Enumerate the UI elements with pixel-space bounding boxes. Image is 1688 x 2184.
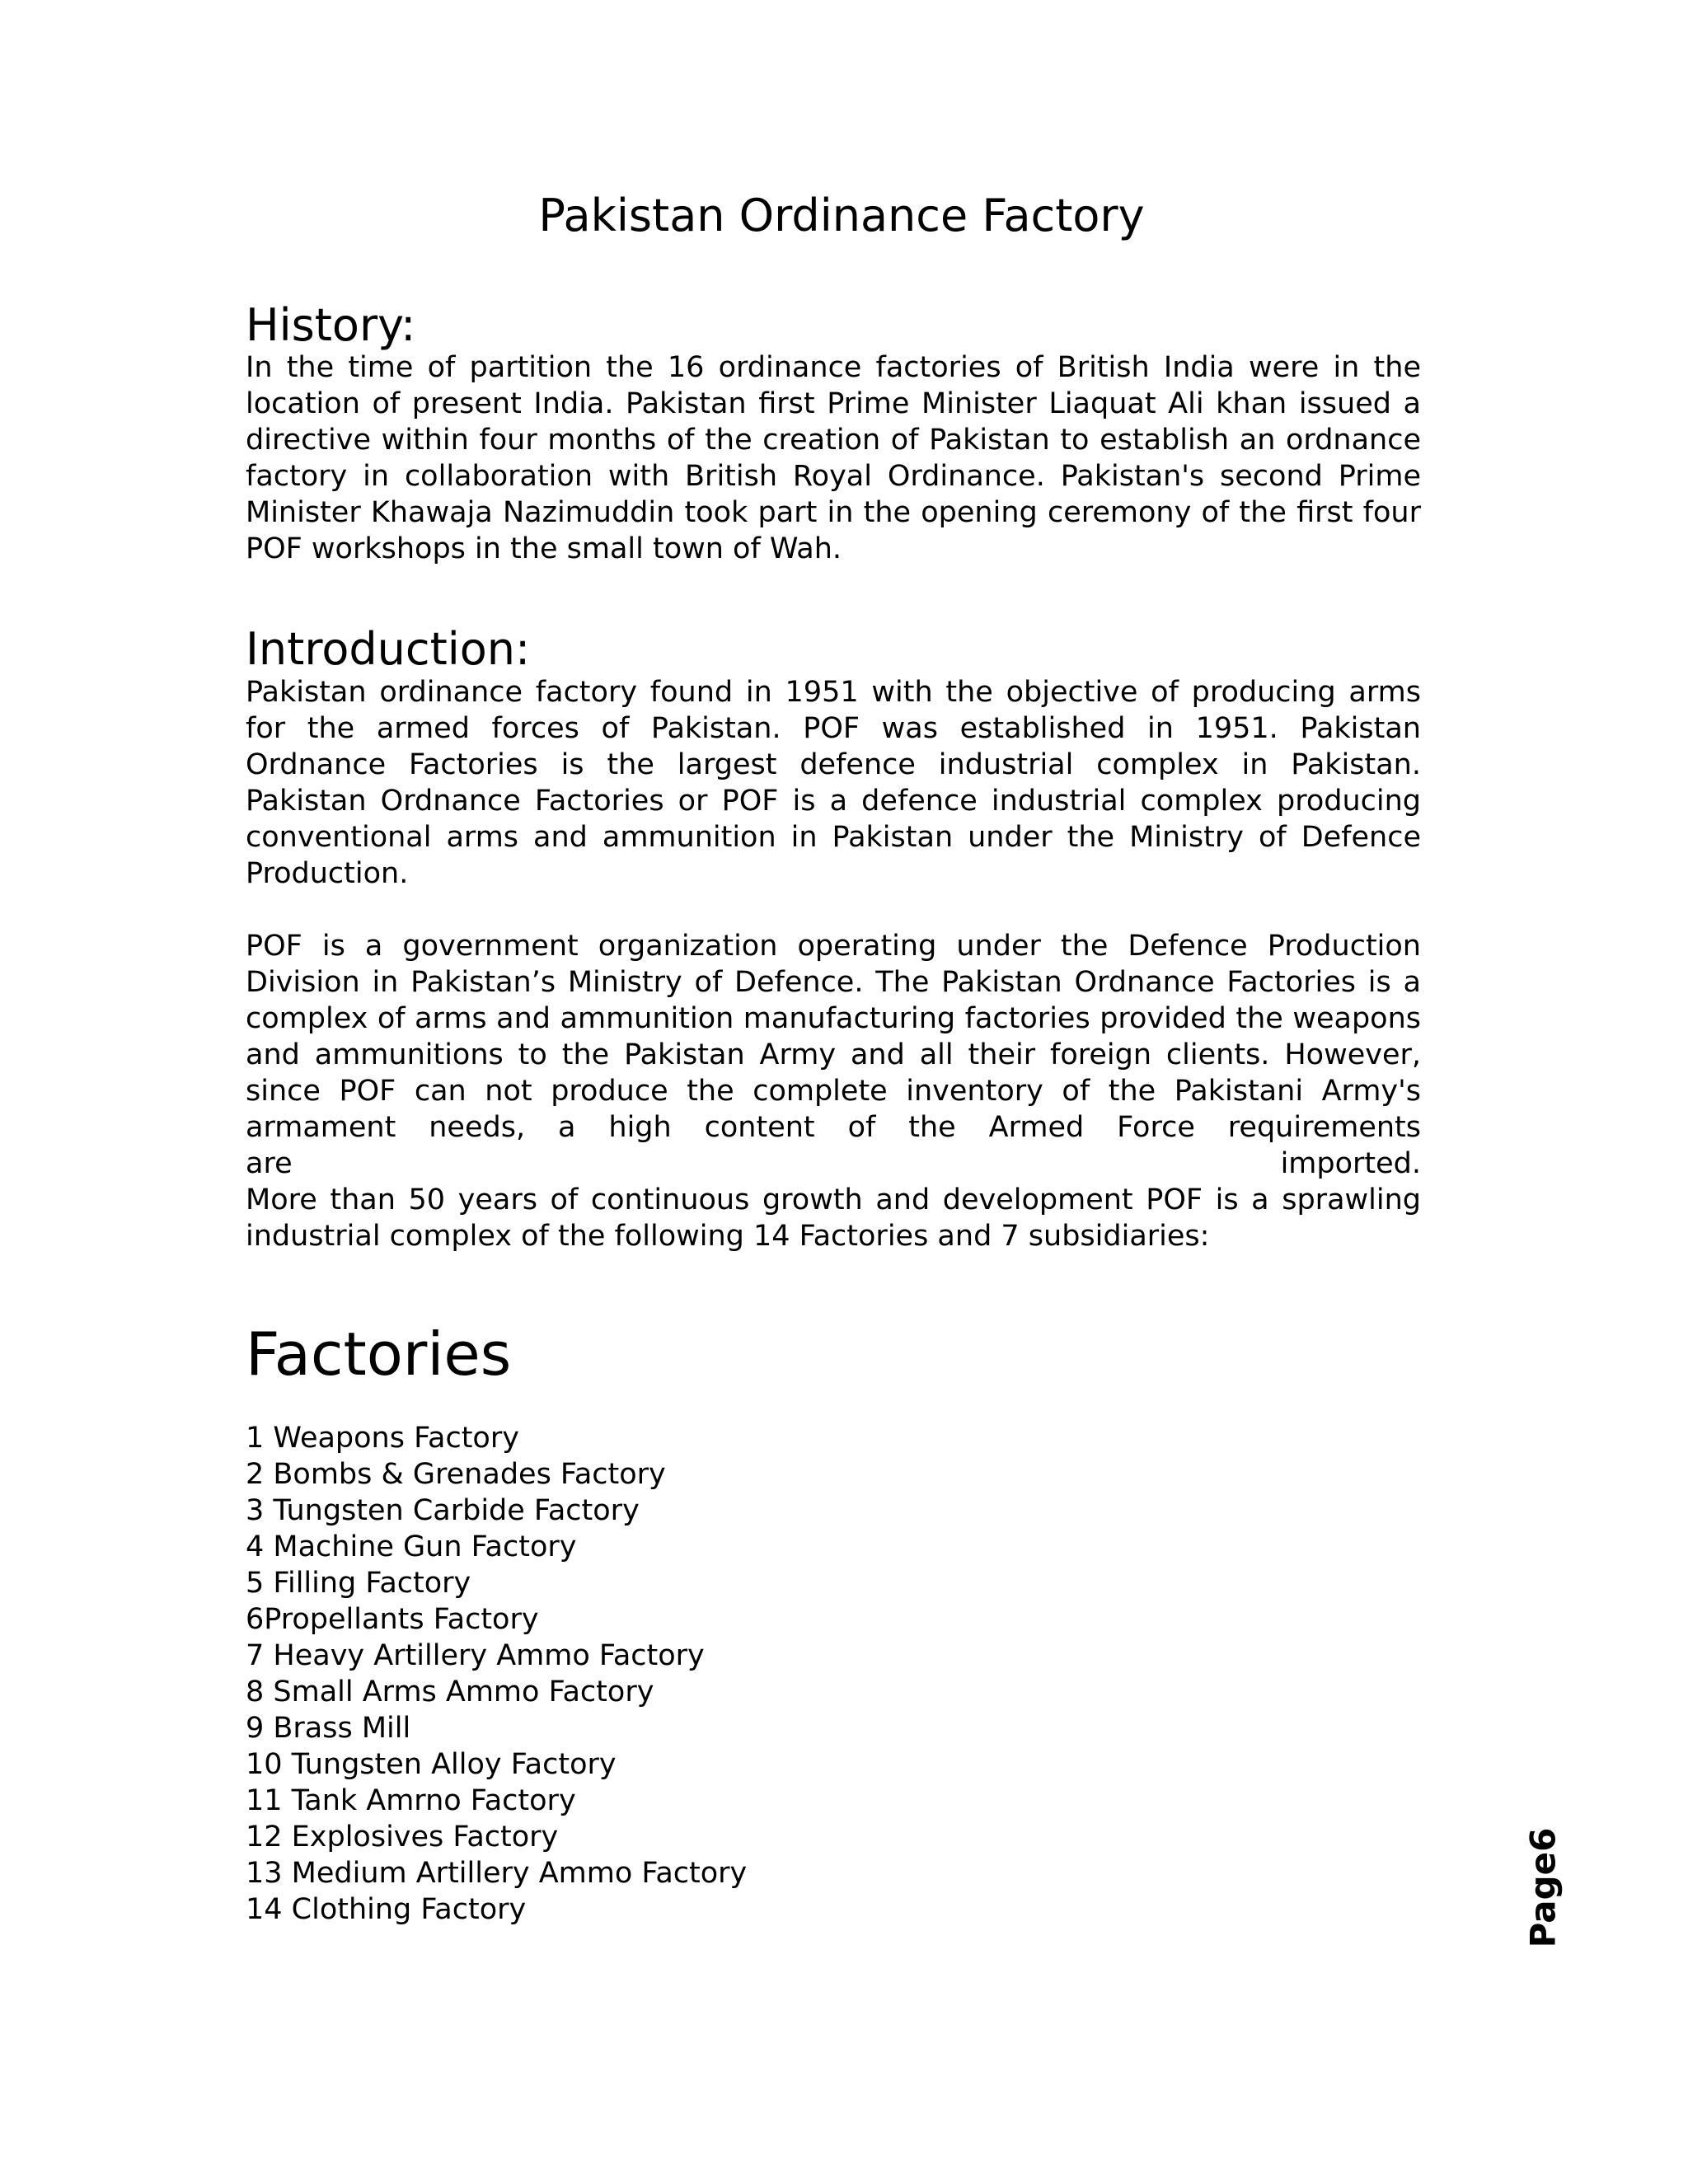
list-item: 7 Heavy Artillery Ammo Factory [246, 1638, 705, 1672]
introduction-paragraph-1: Pakistan ordinance factory found in 1951 with the objective of producing arms for the armed forces of Pakistan. POF was established in 1951. Pakistan Ordnance Factories is the largest defence industrial complex in Pakistan. Pakistan Ordnance Factories or POF is a defence industrial complex producing conventional arms and ammunition in Pakistan under the Ministry of Defence Production. [246, 675, 1421, 890]
introduction-paragraph-2-tail [246, 1146, 1421, 1182]
page-number-label: Page6 [1522, 1827, 1564, 1947]
list-item: 13 Medium Artillery Ammo Factory [246, 1856, 748, 1890]
list-item: 1 Weapons Factory [246, 1421, 519, 1455]
history-heading: History: [246, 298, 416, 351]
list-item: 9 Brass Mill [246, 1711, 411, 1745]
list-item: 3 Tungsten Carbide Factory [246, 1493, 640, 1527]
list-item: 14 Clothing Factory [246, 1892, 527, 1926]
document-page [246, 190, 1421, 1928]
introduction-paragraph-2: POF is a government organization operating under the Defence Production Division in Pakistan’s Ministry of Defence. The Pakistan Ordnance Factories is a complex of arms and ammunition manufacturing factories provided the weapons and ammunitions to the Pakistan Army and all their foreign clients. However, since POF can not produce the complete inventory of the Pakistani Army's armament needs, a high content of the Armed Force requirements [246, 929, 1421, 1144]
page-number [1518, 1821, 1568, 1953]
introduction-heading: Introduction: [246, 623, 531, 676]
factories-heading: Factories [246, 1319, 512, 1389]
factories-section [246, 1319, 1421, 1928]
introduction-paragraph-3: More than 50 years of continuous growth and development POF is a sprawling industrial complex of the following 14 Factories and 7 subsidiaries: [246, 1183, 1421, 1253]
list-item: 12 Explosives Factory [246, 1820, 559, 1854]
factory-list [246, 1420, 1421, 1928]
history-section [246, 298, 1421, 567]
page-title: Pakistan Ordinance Factory [538, 190, 1145, 241]
introduction-section [246, 625, 1421, 1254]
list-item: 4 Machine Gun Factory [246, 1530, 577, 1563]
tail-left-word: are [246, 1146, 293, 1180]
list-item: 11 Tank Amrno Factory [246, 1783, 576, 1817]
list-item: 10 Tungsten Alloy Factory [246, 1747, 617, 1781]
history-paragraph: In the time of partition the 16 ordinance factories of British India were in the location of present India. Pakistan first Prime Minister Liaquat Ali khan issued a directive within four months of the creation of Pakistan to establish an ordnance factory in collaboration with British Royal Ordinance. Pakistan's second Prime Minister Khawaja Nazimuddin took part in the opening ceremony of the first four POF workshops in the small town of Wah. [246, 351, 1421, 566]
list-item: 8 Small Arms Ammo Factory [246, 1675, 654, 1708]
tail-right-word: imported. [1280, 1146, 1421, 1180]
list-item: 2 Bombs & Grenades Factory [246, 1457, 666, 1491]
list-item: 5 Filling Factory [246, 1566, 471, 1600]
list-item: 6Propellants Factory [246, 1602, 539, 1636]
